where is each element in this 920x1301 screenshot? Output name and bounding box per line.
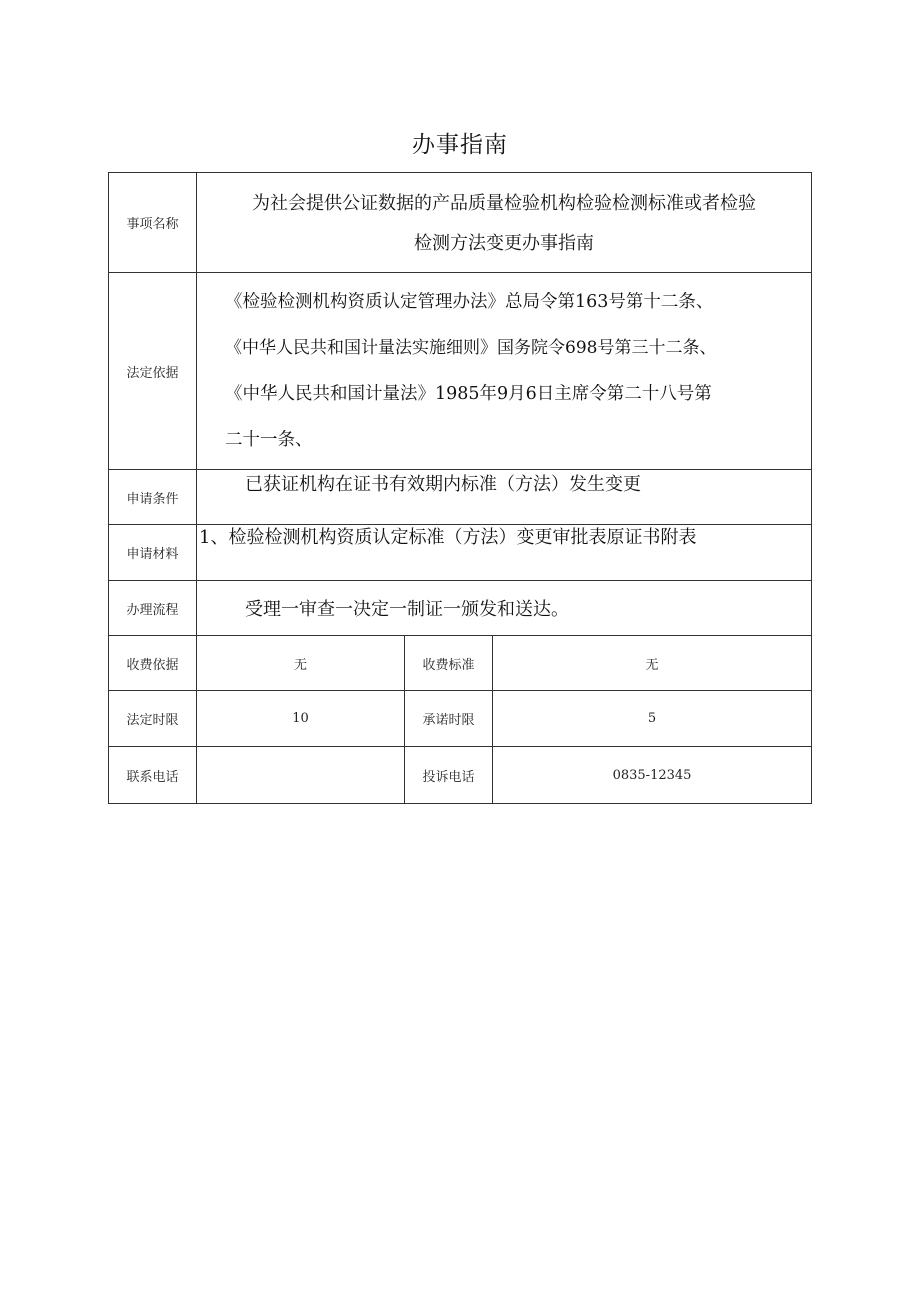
row-fees (109, 636, 812, 691)
legal-basis-line-2: 《中华人民共和国计量法实施细则》国务院令698号第三十二条、 (225, 338, 717, 358)
promised-time-limit-value: 5 (493, 691, 812, 747)
row-time-limits (109, 691, 812, 747)
legal-time-limit-label: 法定时限 (109, 691, 197, 747)
item-name-line-1: 为社会提供公证数据的产品质量检验机构检验检测标准或者检验 (252, 192, 757, 214)
materials-value: 1、检验检测机构资质认定标准（方法）变更审批表原证书附表 (197, 525, 812, 581)
item-name-line-2: 检测方法变更办事指南 (414, 232, 595, 254)
item-name-label: 事项名称 (109, 173, 197, 273)
complaint-phone-value: 0835-12345 (493, 747, 812, 804)
row-conditions (109, 470, 812, 525)
row-legal-basis (109, 273, 812, 470)
contact-phone-label: 联系电话 (109, 747, 197, 804)
conditions-label: 申请条件 (109, 470, 197, 525)
guide-table (108, 172, 812, 804)
legal-basis-line-1: 《检验检测机构资质认定管理办法》总局令第163号第十二条、 (225, 292, 714, 312)
item-name-value (197, 173, 812, 273)
legal-basis-line-3: 《中华人民共和国计量法》1985年9月6日主席令第二十八号第 (225, 384, 712, 404)
materials-label: 申请材料 (109, 525, 197, 581)
page-title: 办事指南 (412, 132, 508, 158)
legal-time-limit-value: 10 (197, 691, 405, 747)
contact-phone-value (197, 747, 405, 804)
fee-standard-value: 无 (493, 636, 812, 691)
process-value: 受理一审查一决定一制证一颁发和送达。 (197, 581, 812, 636)
legal-basis-value (197, 273, 812, 470)
row-process (109, 581, 812, 636)
row-item-name (109, 173, 812, 273)
fee-basis-label: 收费依据 (109, 636, 197, 691)
process-label: 办理流程 (109, 581, 197, 636)
conditions-value: 已获证机构在证书有效期内标准（方法）发生变更 (197, 470, 812, 525)
legal-basis-line-4: 二十一条、 (225, 430, 313, 450)
fee-standard-label: 收费标准 (405, 636, 493, 691)
promised-time-limit-label: 承诺时限 (405, 691, 493, 747)
complaint-phone-label: 投诉电话 (405, 747, 493, 804)
fee-basis-value: 无 (197, 636, 405, 691)
row-materials (109, 525, 812, 581)
row-contact (109, 747, 812, 804)
legal-basis-label: 法定依据 (109, 273, 197, 470)
